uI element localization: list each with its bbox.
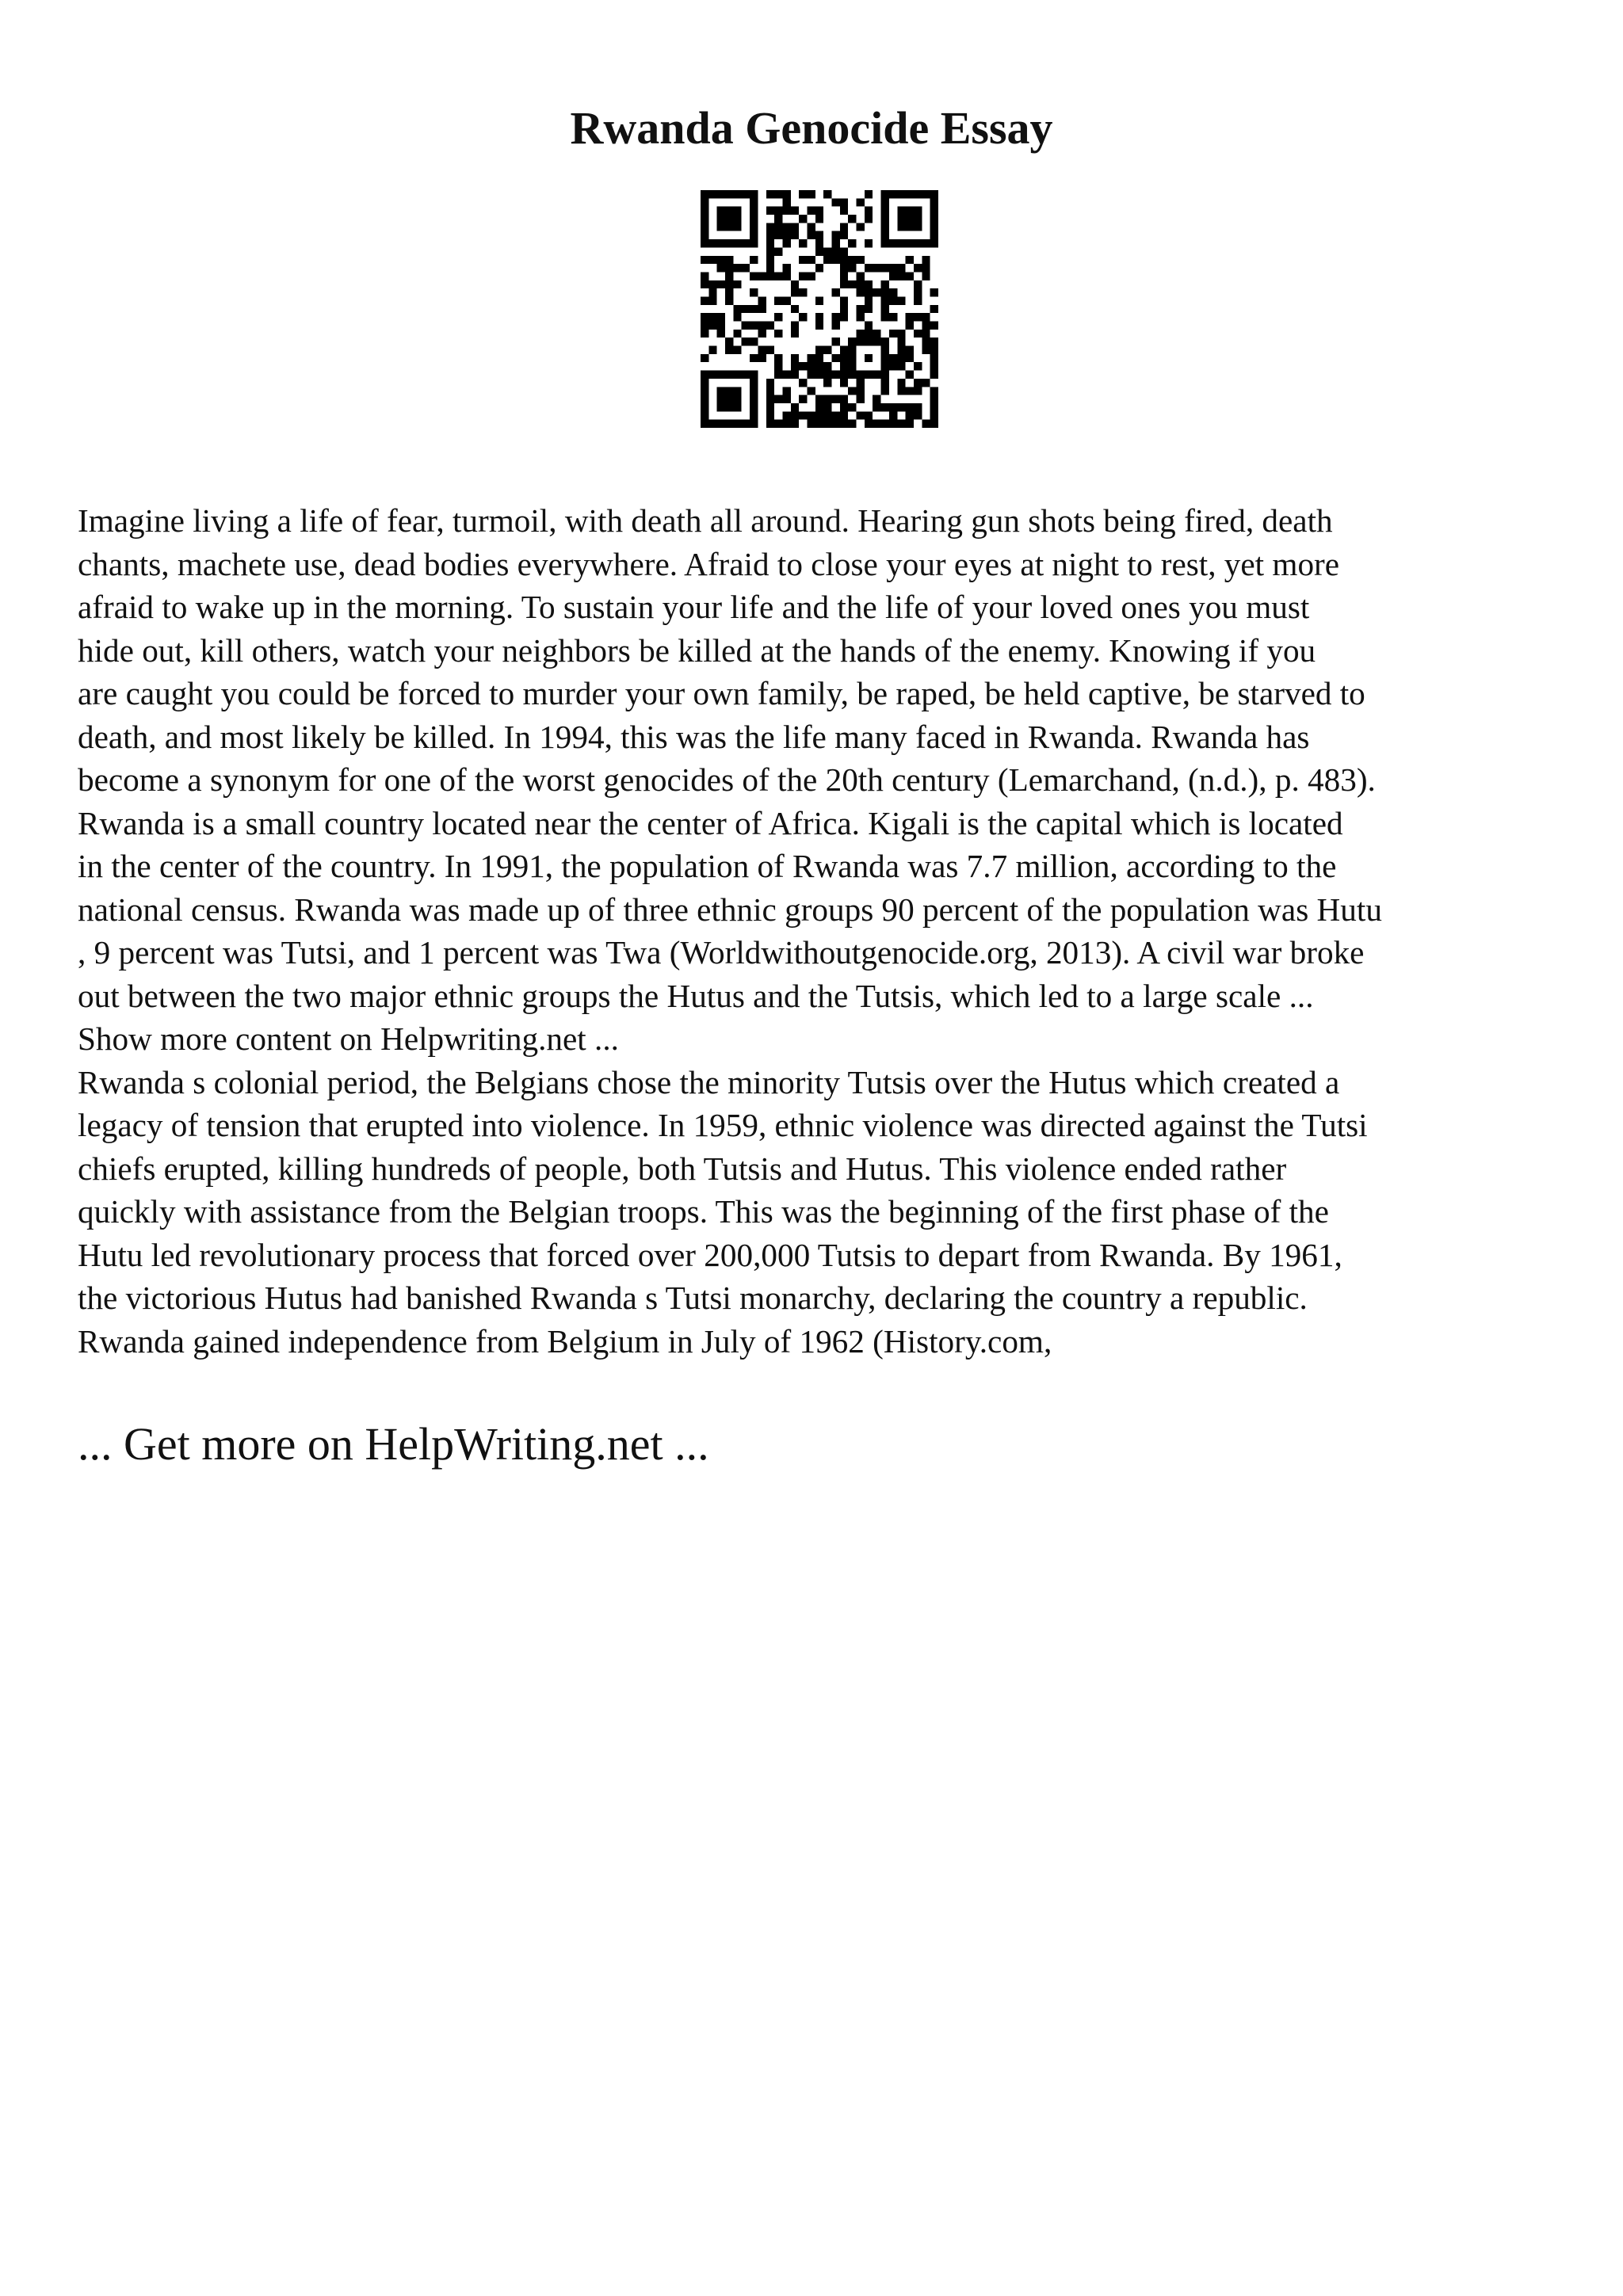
essay-body bbox=[78, 499, 1568, 1363]
essay-line: Imagine living a life of fear, turmoil, with death all around. Hearing gun shots being fired, death bbox=[78, 502, 1333, 539]
essay-line: chants, machete use, dead bodies everywhere. Afraid to close your eyes at night to rest, yet more bbox=[78, 545, 1340, 582]
qr-code-graphic bbox=[701, 190, 938, 428]
essay-line: are caught you could be forced to murder your own family, be raped, be held captive, be starved to bbox=[78, 675, 1365, 711]
essay-line: out between the two major ethnic groups the Hutus and the Tutsis, which led to a large scale ... bbox=[78, 977, 1314, 1014]
page-title: Rwanda Genocide Essay bbox=[570, 102, 1053, 154]
essay-line: Rwanda s colonial period, the Belgians chose the minority Tutsis over the Hutus which created a bbox=[78, 1063, 1340, 1100]
qr-code-icon bbox=[701, 190, 938, 428]
essay-line: national census. Rwanda was made up of three ethnic groups 90 percent of the population was Hutu bbox=[78, 891, 1382, 928]
essay-line: , 9 percent was Tutsi, and 1 percent was Twa (Worldwithoutgenocide.org, 2013). A civil war broke bbox=[78, 934, 1365, 971]
essay-line: in the center of the country. In 1991, the population of Rwanda was 7.7 million, according to the bbox=[78, 848, 1337, 884]
essay-line: chiefs erupted, killing hundreds of people, both Tutsis and Hutus. This violence ended rather bbox=[78, 1150, 1287, 1187]
essay-line: quickly with assistance from the Belgian troops. This was the beginning of the first phase of the bbox=[78, 1193, 1329, 1230]
essay-line: Rwanda gained independence from Belgium in July of 1962 (History.com, bbox=[78, 1322, 1052, 1360]
essay-line: death, and most likely be killed. In 1994, this was the life many faced in Rwanda. Rwanda has bbox=[78, 718, 1310, 755]
essay-line: legacy of tension that erupted into violence. In 1959, ethnic violence was directed against the Tutsi bbox=[78, 1107, 1368, 1143]
essay-line: the victorious Hutus had banished Rwanda s Tutsi monarchy, declaring the country a republic. bbox=[78, 1280, 1308, 1316]
get-more-link-text[interactable]: ... Get more on HelpWriting.net ... bbox=[78, 1418, 709, 1470]
essay-line: become a synonym for one of the worst genocides of the 20th century (Lemarchand, (n.d.), p. 483). bbox=[78, 761, 1376, 798]
essay-line: Rwanda is a small country located near the center of Africa. Kigali is the capital which is located bbox=[78, 804, 1343, 841]
essay-line: hide out, kill others, watch your neighbors be killed at the hands of the enemy. Knowing if you bbox=[78, 631, 1316, 669]
essay-line: Hutu led revolutionary process that forced over 200,000 Tutsis to depart from Rwanda. By 1961, bbox=[78, 1236, 1342, 1273]
essay-line: Show more content on Helpwriting.net ... bbox=[78, 1020, 619, 1057]
essay-line: afraid to wake up in the morning. To sustain your life and the life of your loved ones you must bbox=[78, 589, 1310, 625]
